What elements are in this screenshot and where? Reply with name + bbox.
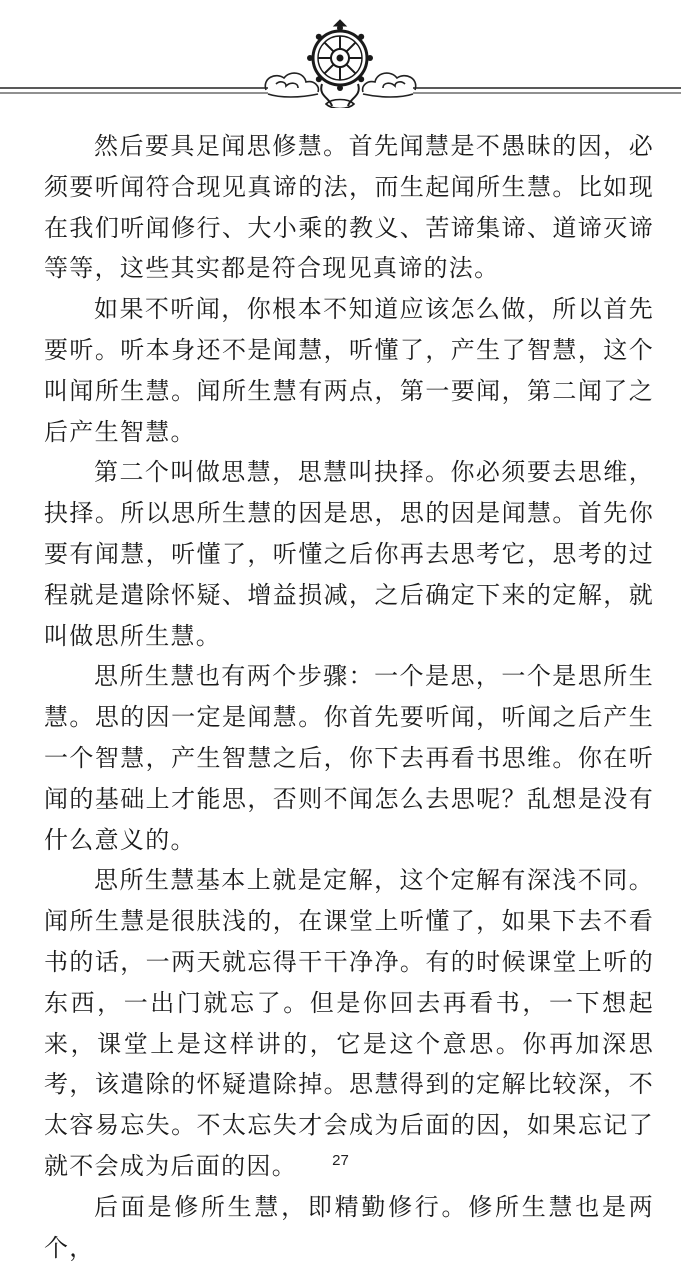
paragraph-5: 思所生慧基本上就是定解，这个定解有深浅不同。闻所生慧是很肤浅的，在课堂上听懂了，如果下去不看书的话，一两天就忘得干干净净。有的时候课堂上听的东西，一出门就忘了。但是你回去再看书，一下想起来，课堂上是这样讲的，它是这个意思。你再加深思考，该遣除的怀疑遣除掉。思慧得到的定解比较深，不太容易忘失。不太忘失才会成为后面的因，如果忘记了就不会成为后面的因。: [44, 866, 654, 1180]
paragraph-4: 思所生慧也有两个步骤：一个是思，一个是思所生慧。思的因一定是闻慧。你首先要听闻，听闻之后产生一个智慧，产生智慧之后，你下去再看书思维。你在听闻的基础上才能思，否则不闻怎么去思呢？乱想是没有什么意义的。: [44, 662, 654, 854]
paragraph-6: 后面是修所生慧，即精勤修行。修所生慧也是两个，: [44, 1192, 654, 1262]
page-body: [44, 126, 654, 1268]
paragraph-1: 然后要具足闻思修慧。首先闻慧是不愚昧的因，必须要听闻符合现见真谛的法，而生起闻所生慧。比如现在我们听闻修行、大小乘的教义、苦谛集谛、道谛灭谛等等，这些其实都是符合现见真谛的法。: [44, 132, 654, 283]
cloud-scroll-right-icon: [363, 73, 416, 97]
header-ornament: [0, 18, 681, 108]
header-rule-left: [0, 88, 268, 93]
paragraph-2: 如果不听闻，你根本不知道应该怎么做，所以首先要听。听本身还不是闻慧，听懂了，产生了智慧，这个叫闻所生慧。闻所生慧有两点，第一要闻，第二闻了之后产生智慧。: [44, 295, 654, 446]
page-number: 27: [332, 1152, 349, 1169]
cloud-scroll-left-icon: [265, 73, 318, 97]
header-rule-right: [413, 88, 681, 93]
paragraph-3: 第二个叫做思慧，思慧叫抉择。你必须要去思维，抉择。所以思所生慧的因是思，思的因是闻慧。首先你要有闻慧，听懂了，听懂之后你再去思考它，思考的过程就是遣除怀疑、增益损减，之后确定下来的定解，就叫做思所生慧。: [44, 458, 654, 650]
